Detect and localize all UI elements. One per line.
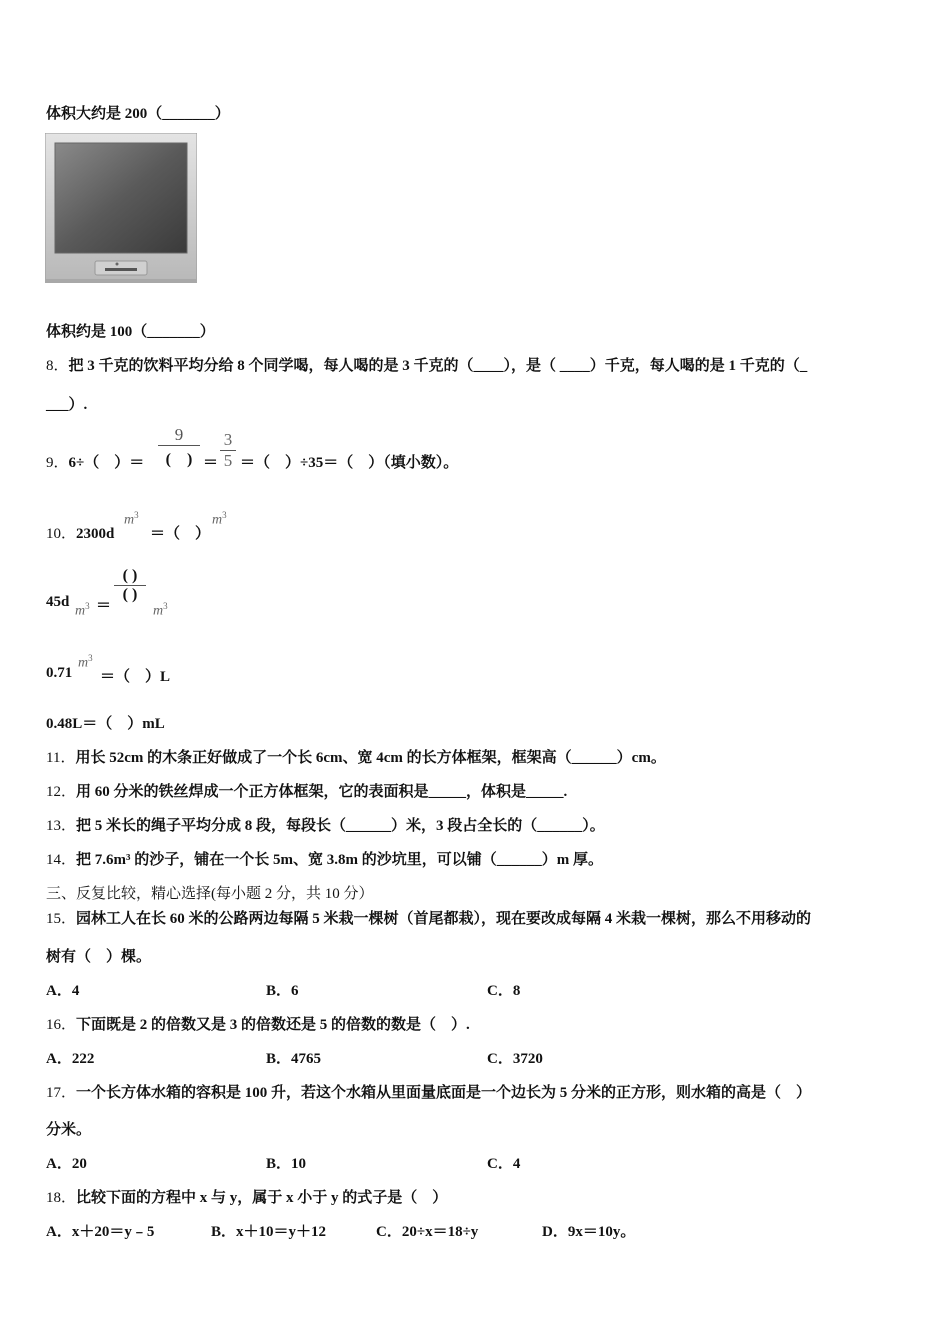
question-14 [46, 848, 603, 869]
question-8-line1 [46, 354, 807, 375]
option-c[interactable]: C．20÷x＝18÷y [376, 1224, 479, 1240]
question-text: 比较下面的方程中 x 与 y，属于 x 小于 y 的式子是（ ） [76, 1190, 448, 1206]
fraction-3-over-5 [220, 430, 236, 471]
fraction-denominator: ( ) [158, 445, 200, 469]
question-number: 13． [46, 818, 77, 834]
question-text: 园林工人在长 60 米的公路两边每隔 5 米栽一棵树（首尾都栽），现在要改成每隔 4 米栽一棵树，那么不用移动的 [76, 911, 812, 927]
option-a[interactable]: A．222 [46, 1051, 95, 1067]
question-10-a [46, 522, 114, 543]
option-a[interactable]: A．20 [46, 1156, 87, 1172]
question-number: 17． [46, 1085, 77, 1101]
question-text: 下面既是 2 的倍数又是 3 的倍数还是 5 的倍数的数是（ ）. [76, 1017, 470, 1033]
question-10-b: 45d [46, 594, 70, 610]
question-13 [46, 814, 605, 835]
unit-cubic-meter: $m^3$ [75, 601, 90, 619]
option-c[interactable]: C．8 [487, 983, 521, 999]
question-text-part1: 6÷（ ）＝ [68, 455, 145, 471]
option-a[interactable]: A．4 [46, 983, 80, 999]
volume-label-100: 体积约是 100（_______） [46, 324, 215, 340]
expr-left: 2300d [76, 526, 115, 542]
question-text: 用 60 分米的铁丝焊成一个正方体框架，它的表面积是_____，体积是_____. [76, 784, 568, 800]
fraction-numerator: 9 [174, 425, 184, 444]
unit-cubic-meter: $m^3$ [78, 653, 93, 671]
question-16 [46, 1013, 470, 1034]
question-17-line1 [46, 1081, 811, 1102]
expr-right: ＝（ ）L [100, 669, 171, 685]
section-heading: 三、反复比较，精心选择(每小题 2 分，共 10 分） [46, 886, 374, 902]
volume-label-200: 体积大约是 200（_______） [46, 106, 230, 122]
question-text: 把 7.6m³ 的沙子，铺在一个长 5m、宽 3.8m 的沙坑里，可以铺（______）m 厚。 [76, 852, 603, 868]
question-18 [46, 1186, 447, 1207]
fraction-denominator: ( ) [114, 585, 146, 604]
fraction-numerator: ( ) [122, 567, 138, 584]
equals-sign: ＝ [96, 598, 112, 614]
question-number: 16． [46, 1017, 77, 1033]
question-text: 把 5 米长的绳子平均分成 8 段，每段长（______）米，3 段占全长的（______）。 [76, 818, 605, 834]
question-number: 11． [46, 750, 76, 766]
option-b[interactable]: B．4765 [266, 1051, 322, 1067]
option-d[interactable]: D．9x＝10y。 [542, 1224, 636, 1240]
question-10-c: 0.71 [46, 665, 73, 681]
question-17-line2: 分米。 [46, 1122, 92, 1138]
expr-mid: ＝（ ） [150, 526, 211, 542]
question-text: 用长 52cm 的木条正好做成了一个长 6cm、宽 4cm 的长方体框架，框架高（______）cm。 [75, 750, 666, 766]
option-b[interactable]: B．10 [266, 1156, 307, 1172]
question-9 [46, 451, 144, 472]
unit-cubic-meter: $m^3$ [153, 601, 168, 619]
option-c[interactable]: C．3720 [487, 1051, 543, 1067]
unit-cubic-meter: $m^3$ [124, 510, 139, 528]
question-12 [46, 780, 567, 801]
question-10-d: 0.48L＝（ ）mL [46, 716, 165, 732]
question-11 [46, 746, 666, 767]
unit-cubic-meter: $m^3$ [212, 510, 227, 528]
question-text: 一个长方体水箱的容积是 100 升，若这个水箱从里面量底面是一个边长为 5 分米的正方形，则水箱的高是（ ） [76, 1085, 812, 1101]
fraction-9-over-blank [158, 425, 200, 469]
question-number: 18． [46, 1190, 77, 1206]
equals-sign: ＝ [203, 455, 219, 471]
question-15-line2: 树有（ ）棵。 [46, 949, 152, 965]
option-b[interactable]: B．6 [266, 983, 299, 999]
tv-image [45, 133, 197, 283]
question-number: 8． [46, 358, 69, 374]
question-number: 9． [46, 455, 69, 471]
question-number: 10． [46, 526, 77, 542]
option-b[interactable]: B．x＋10＝y＋12 [211, 1224, 327, 1240]
fraction-denominator: 5 [220, 450, 236, 471]
question-number: 12． [46, 784, 77, 800]
question-text: 把 3 千克的饮料平均分给 8 个同学喝，每人喝的是 3 千克的（____），是（ ____）千克，每人喝的是 1 千克的（_ [68, 358, 808, 374]
question-15-line1 [46, 907, 811, 928]
question-8-line2: ___）. [46, 397, 88, 413]
option-a[interactable]: A．x＋20＝y﹣5 [46, 1224, 155, 1240]
question-text-part2: ＝（ ）÷35＝（ ）（填小数）。 [240, 455, 459, 471]
question-number: 15． [46, 911, 77, 927]
blank-fraction [114, 567, 146, 604]
option-c[interactable]: C．4 [487, 1156, 521, 1172]
fraction-numerator: 3 [223, 430, 233, 449]
question-number: 14． [46, 852, 77, 868]
